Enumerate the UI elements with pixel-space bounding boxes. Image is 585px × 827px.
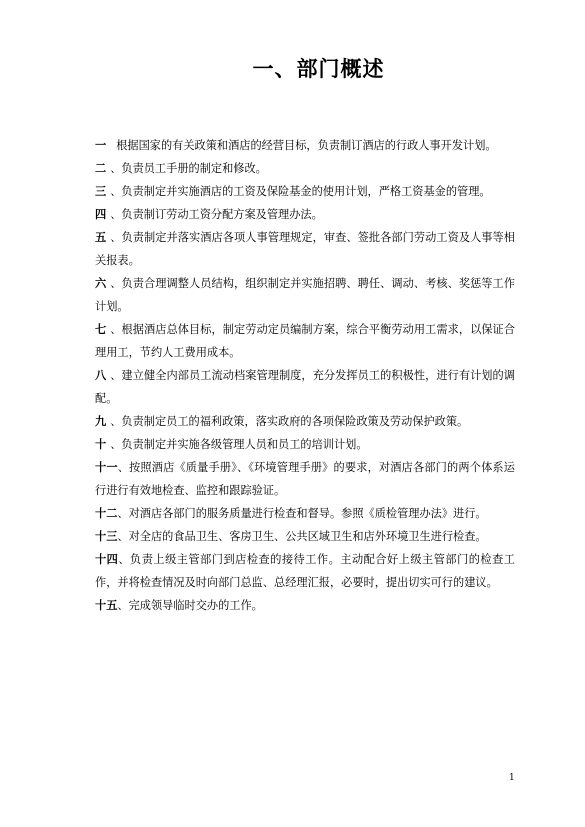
item-number: 五 <box>95 231 107 244</box>
list-item <box>95 226 515 272</box>
page-title: 一、部门概述 <box>252 57 385 81</box>
list-item <box>95 594 515 617</box>
item-text: 、负责制定并落实酒店各项人事管理规定，审查、签批各部门劳动工资及人事等相关报表。 <box>95 231 515 267</box>
item-number: 三 <box>95 185 107 198</box>
item-number: 四 <box>95 208 107 221</box>
item-text: 、按照酒店《质量手册》、《环境管理手册》的要求，对酒店各部门的两个体系运行进行有效地检查、监控和跟踪验证。 <box>95 461 515 497</box>
item-number: 十三 <box>95 530 118 543</box>
list-item <box>95 364 515 410</box>
page-number: 1 <box>509 773 515 783</box>
list-item <box>95 272 515 318</box>
item-number: 十四 <box>95 553 119 566</box>
list-item <box>95 502 515 525</box>
list-item <box>95 134 515 157</box>
item-number: 十五 <box>95 599 118 612</box>
item-number: 二 <box>95 162 107 175</box>
item-text: 、负责制订劳动工资分配方案及管理办法。 <box>110 208 323 221</box>
item-number: 一 <box>95 139 107 152</box>
list-item <box>95 410 515 433</box>
item-text: 、对酒店各部门的服务质量进行检查和督导。参照《质检管理办法》进行。 <box>117 507 487 520</box>
list-item <box>95 548 515 594</box>
item-text: 、负责上级主管部门到店检查的接待工作。主动配合好上级主管部门的检查工作，并将检查情况及时向部门总监、总经理汇报，必要时，提出切实可行的建议。 <box>95 553 515 589</box>
item-text: 、根据酒店总体目标，制定劳动定员编制方案，综合平衡劳动用工需求，以保证合理用工，节约人工费用成本。 <box>95 323 515 359</box>
item-text: 、负责制定员工的福利政策，落实政府的各项保险政策及劳动保护政策。 <box>110 415 469 428</box>
item-text: 、负责制定并实施酒店的工资及保险基金的使用计划，严格工资基金的管理。 <box>110 185 491 198</box>
list-item <box>95 525 515 548</box>
item-text: 、建立健全内部员工流动档案管理制度，充分发挥员工的积极性，进行有计划的调配。 <box>95 369 515 405</box>
list-item <box>95 180 515 203</box>
list-item <box>95 203 515 226</box>
duty-list <box>95 134 515 617</box>
item-number: 八 <box>95 369 107 382</box>
item-text: 、负责员工手册的制定和修改。 <box>110 162 267 175</box>
item-number: 七 <box>95 323 107 336</box>
list-item <box>95 157 515 180</box>
item-number: 十 <box>95 438 107 451</box>
item-number: 六 <box>95 277 107 290</box>
list-item <box>95 318 515 364</box>
list-item <box>95 433 515 456</box>
item-text: 根据国家的有关政策和酒店的经营目标，负责制订酒店的行政人事开发计划。 <box>116 139 497 152</box>
item-number: 十一 <box>95 461 118 474</box>
item-text: 、完成领导临时交办的工作。 <box>117 599 263 612</box>
item-text: 、负责制定并实施各级管理人员和员工的培训计划。 <box>110 438 368 451</box>
list-item <box>95 456 515 502</box>
item-text: 、对全店的食品卫生、客房卫生、公共区域卫生和店外环境卫生进行检查。 <box>117 530 487 543</box>
item-number: 十二 <box>95 507 118 520</box>
item-number: 九 <box>95 415 107 428</box>
item-text: 、负责合理调整人员结构，组织制定并实施招聘、聘任、调动、考核、奖惩等工作计划。 <box>95 277 515 313</box>
